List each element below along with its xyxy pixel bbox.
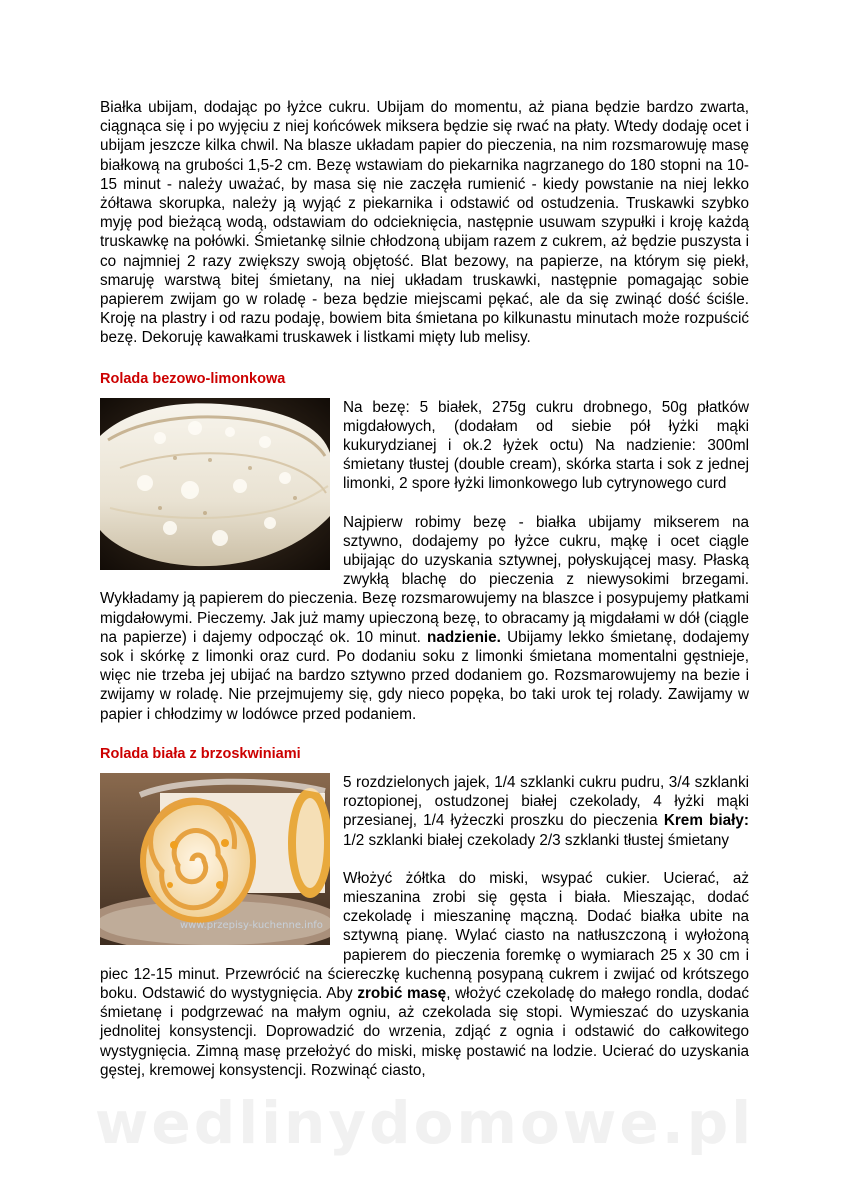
recipe2-method-text-a: Włożyć żółtka do miski, wsypać cukier. Ucierać, aż mieszanina zrobi się gęsta i biała. Mieszając, dodać czekoladę i mieszaninę mączną. Dodać białka ubite na sztywną pianę. Wylać ciasto na natłuszczoną i wyłożoną papierem do pieczenia foremkę o wymiarach 25 x 30 cm i piec 12-15 minut. Przewrócić na ściereczkę kuchenną posypaną cukrem i zwijać od krótszego boku. Odstawić do wystygnięcia. Aby: [100, 869, 749, 1002]
recipe2-ingredients-text-b: 1/2 szklanki białej czekolady 2/3 szklanki tłustej śmietany: [343, 831, 729, 849]
recipe1-title: Rolada bezowo-limonkowa: [100, 370, 286, 387]
meringue-roll-photo: [100, 398, 330, 570]
recipe2-ingredients-bold: Krem biały:: [663, 812, 750, 830]
recipe2-title: Rolada biała z brzoskwiniami: [100, 745, 301, 762]
recipe2-ingredients-text-a: 5 rozdzielonych jajek, 1/4 szklanki cukru pudru, 3/4 szklanki roztopionej, ostudzonej białej czekolady, 4 łyżki mąki przesianej, 1/4 łyżeczki proszku do pieczenia: [343, 773, 749, 830]
recipe2-method-bold: zrobić masę: [357, 984, 447, 1002]
meringue-roll-image: [100, 398, 330, 570]
recipe1-method-text-a: Najpierw robimy bezę - białka ubijamy mikserem na sztywno, dodajemy po łyżce cukru, mąkę i ocet ciągle ubijając do uzyskania sztywnej, połyskującej masy. Płaską zwykłą blachę do pieczenia z niewysokimi brzegami. Wykładamy ją papierem do pieczenia. Bezę rozsmarowujemy na blaszce i posypujemy płatkami migdałowymi. Pieczemy. Jak już mamy upieczoną bezę, to obracamy ją migdałami w dół (ciągle na papierze) i dajemy odpocząć ok. 10 minut.: [100, 513, 749, 646]
recipe1-section: [100, 398, 749, 724]
recipe1-ingredients: Na bezę: 5 białek, 275g cukru drobnego, 50g płatków migdałowych, (dodałam od siebie pół łyżki mąki kukurydzianej i ok.2 łyżek octu) Na nadzienie: 300ml śmietany tłustej (double cream), skórka starta i sok z jednej limonki, 2 spore łyżki limonkowego lub cytrynowego curd: [343, 398, 749, 493]
recipe1-method-text-b: Ubijamy lekko śmietanę, dodajemy sok i skórkę z limonki oraz curd. Po dodaniu soku z limonki śmietana momentalni gęstnieje, więc nie trzeba jej ubijać na bardzo sztywno przed dodaniem go. Rozsmarowujemy na bezie i zwijamy w roladę. Nie przejmujemy się, gdy nieco popęka, bo taki urok tej rolady. Zawijamy w papier i chłodzimy w lodówce przed podaniem.: [100, 628, 750, 723]
recipe2-section: [100, 773, 749, 1080]
site-watermark: wedlinydomowe.pl: [94, 1089, 755, 1157]
photo-caption: www.przepisy-kuchenne.info: [180, 919, 323, 931]
intro-paragraph: Białka ubijam, dodając po łyżce cukru. Ubijam do momentu, aż piana będzie bardzo zwarta, ciągnąca się i po wyjęciu z niej końcówek miksera będzie się rwać na płaty. Wtedy dodaję ocet i ubijam jeszcze kilka chwil. Na blasze układam papier do pieczenia, na nim rozsmarowuję masę białkową na grubości 1,5-2 cm. Bezę wstawiam do piekarnika nagrzanego do 180 stopni na 10-15 minut - należy uważać, by masa się nie zaczęła rumienić - kiedy powstanie na niej lekko żółtawa skorupka, należy ją wyjąć z piekarnika i odstawić od ostudzenia. Truskawki szybko myję pod bieżącą wodą, odstawiam do odcieknięcia, następnie usuwam szypułki i kroję każdą truskawkę na połówki. Śmietankę silnie chłodzoną ubijam razem z cukrem, aż będzie puszysta i co najmniej 2 razy zwiększy swoją objętość. Blat bezowy, na papierze, na którym się piekł, smaruję warstwą bitej śmietany, na niej układam truskawki, następnie pomagając sobie papierem zwijam go w roladę - beza będzie miejscami pękać, ale da się zwinąć dość ściśle. Kroję na plastry i od razu podaję, bowiem bita śmietana po kilkunastu minutach może rozpuścić bezę. Dekoruję kawałkami truskawek i listkami mięty lub melisy.: [100, 99, 749, 347]
document-page: [100, 98, 749, 1080]
recipe2-method-text-b: , włożyć czekoladę do małego rondla, dodać śmietanę i podgrzewać na małym ogniu, aż czekolada się stopi. Wymieszać do uzyskania jednolitej konsystencji. Doprowadzić do wrzenia, zdjąć z ognia i odstawić do całkowitego wystygnięcia. Zimną masę przełożyć do miski, miskę postawić na lodzie. Ucierać do uzyskania gęstej, kremowej konsystencji. Rozwinąć ciasto,: [100, 984, 750, 1079]
peach-roll-photo: [100, 773, 330, 945]
recipe1-method-bold: nadzienie.: [426, 628, 501, 646]
